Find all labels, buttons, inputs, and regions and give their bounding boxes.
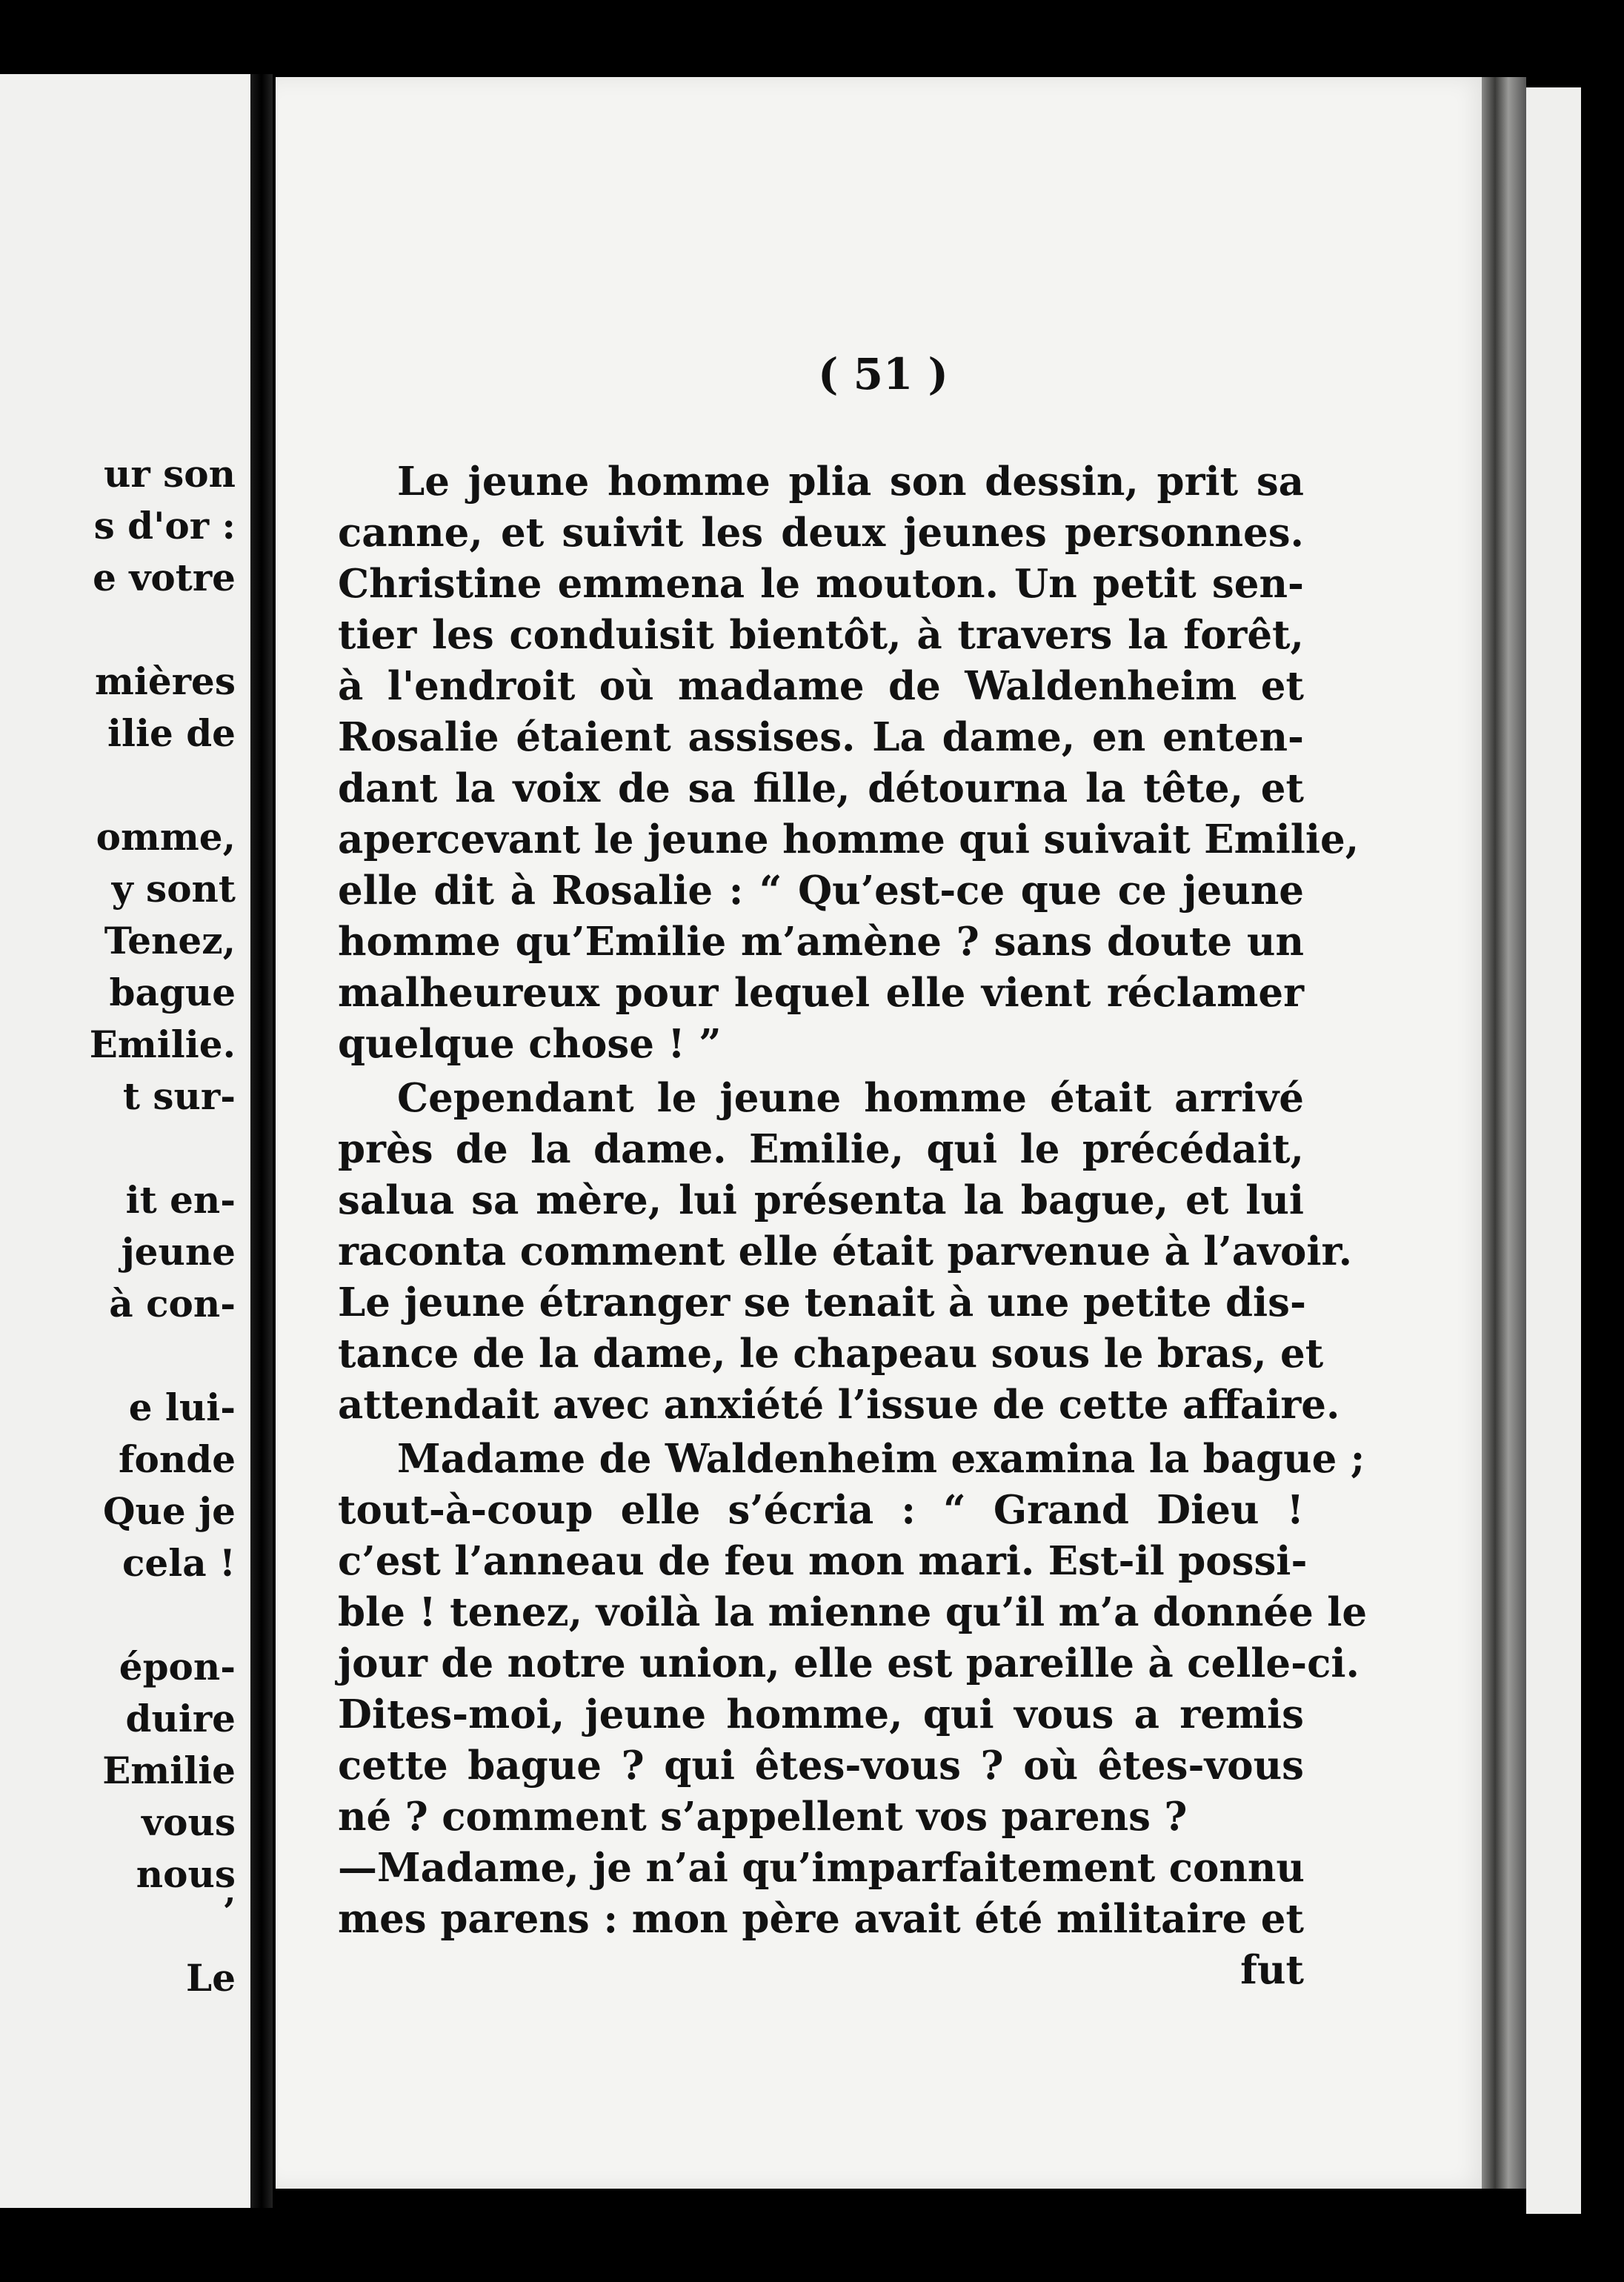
text-line: salua sa mère, lui présenta la bague, et lui: [338, 1177, 1304, 1223]
back-page-edge: [1526, 87, 1581, 2214]
fragment-line: Emilie.: [89, 1022, 236, 1066]
fragment-line: duire: [125, 1697, 236, 1740]
text-line: quelque chose ! ”: [338, 1021, 722, 1067]
fragment-line: ’: [222, 1889, 236, 1933]
text-line: Rosalie étaient assises. La dame, en enten-: [338, 714, 1304, 760]
text-line: elle dit à Rosalie : “ Qu’est-ce que ce jeune: [338, 868, 1304, 914]
page-block-edge: [1482, 77, 1526, 2189]
text-line: raconta comment elle était parvenue à l’avoir.: [338, 1228, 1353, 1274]
text-line: c’est l’anneau de feu mon mari. Est-il possi-: [338, 1538, 1308, 1584]
text-line: jour de notre union, elle est pareille à celle-ci.: [338, 1640, 1360, 1686]
text-line: près de la dame. Emilie, qui le précédait,: [338, 1126, 1304, 1172]
fragment-line: jeune: [121, 1230, 236, 1274]
text-line: dant la voix de sa fille, détourna la tête, et: [338, 765, 1304, 811]
text-line: tout-à-coup elle s’écria : “ Grand Dieu !: [338, 1487, 1304, 1533]
text-line: Le jeune homme plia son dessin, prit sa: [397, 459, 1304, 505]
text-line: cette bague ? qui êtes-vous ? où êtes-vous: [338, 1743, 1304, 1789]
fragment-line: cela !: [122, 1541, 236, 1585]
text-line: attendait avec anxiété l’issue de cette affaire.: [338, 1382, 1340, 1428]
fragment-line: nous: [136, 1852, 236, 1896]
fragment-line: Le: [186, 1956, 236, 2000]
text-line: à l'endroit où madame de Waldenheim et: [338, 663, 1304, 709]
text-line: apercevant le jeune homme qui suivait Emilie,: [338, 816, 1360, 862]
text-line: —Madame, je n’ai qu’imparfaitement connu: [338, 1845, 1305, 1891]
text-line: tance de la dame, le chapeau sous le bras, et: [338, 1331, 1324, 1377]
fragment-line: mières: [94, 659, 236, 703]
fragment-line: ur son: [104, 452, 236, 496]
text-line: Cependant le jeune homme était arrivé: [397, 1075, 1304, 1121]
fragment-line: t sur-: [122, 1074, 236, 1118]
fragment-line: e votre: [93, 556, 236, 599]
book-page: [276, 77, 1491, 2189]
fragment-line: omme,: [96, 815, 236, 859]
fragment-line: s d'or :: [93, 504, 236, 548]
catchword: fut: [1240, 1947, 1304, 1993]
text-line: ble ! tenez, voilà la mienne qu’il m’a donnée le: [338, 1589, 1368, 1635]
fragment-line: vous: [142, 1800, 236, 1844]
text-line: Madame de Waldenheim examina la bague ;: [397, 1436, 1365, 1482]
fragment-line: Tenez,: [104, 919, 236, 962]
fragment-line: y sont: [111, 867, 236, 911]
fragment-line: it en-: [125, 1178, 236, 1222]
text-line: canne, et suivit les deux jeunes personnes.: [338, 510, 1304, 556]
fragment-line: ilie de: [107, 711, 236, 755]
facing-page-fragment: [0, 74, 252, 2208]
fragment-line: Emilie: [102, 1749, 236, 1792]
text-line: tier les conduisit bientôt, à travers la forêt,: [338, 612, 1304, 658]
fragment-line: bague: [109, 971, 236, 1014]
page-number: ( 51 ): [818, 349, 948, 399]
fragment-line: Que je: [102, 1489, 236, 1533]
fragment-line: à con-: [109, 1282, 236, 1325]
fragment-line: épon-: [119, 1645, 236, 1689]
fragment-line: fonde: [119, 1437, 236, 1481]
text-line: Dites-moi, jeune homme, qui vous a remis: [338, 1691, 1304, 1737]
text-line: homme qu’Emilie m’amène ? sans doute un: [338, 919, 1304, 965]
text-line: mes parens : mon père avait été militaire et: [338, 1896, 1304, 1942]
fragment-line: e lui-: [128, 1386, 236, 1429]
text-line: Christine emmena le mouton. Un petit sen-: [338, 561, 1304, 607]
book-gutter: [250, 74, 273, 2208]
text-line: né ? comment s’appellent vos parens ?: [338, 1794, 1188, 1840]
text-line: malheureux pour lequel elle vient réclamer: [338, 970, 1304, 1016]
text-line: Le jeune étranger se tenait à une petite dis-: [338, 1280, 1306, 1325]
